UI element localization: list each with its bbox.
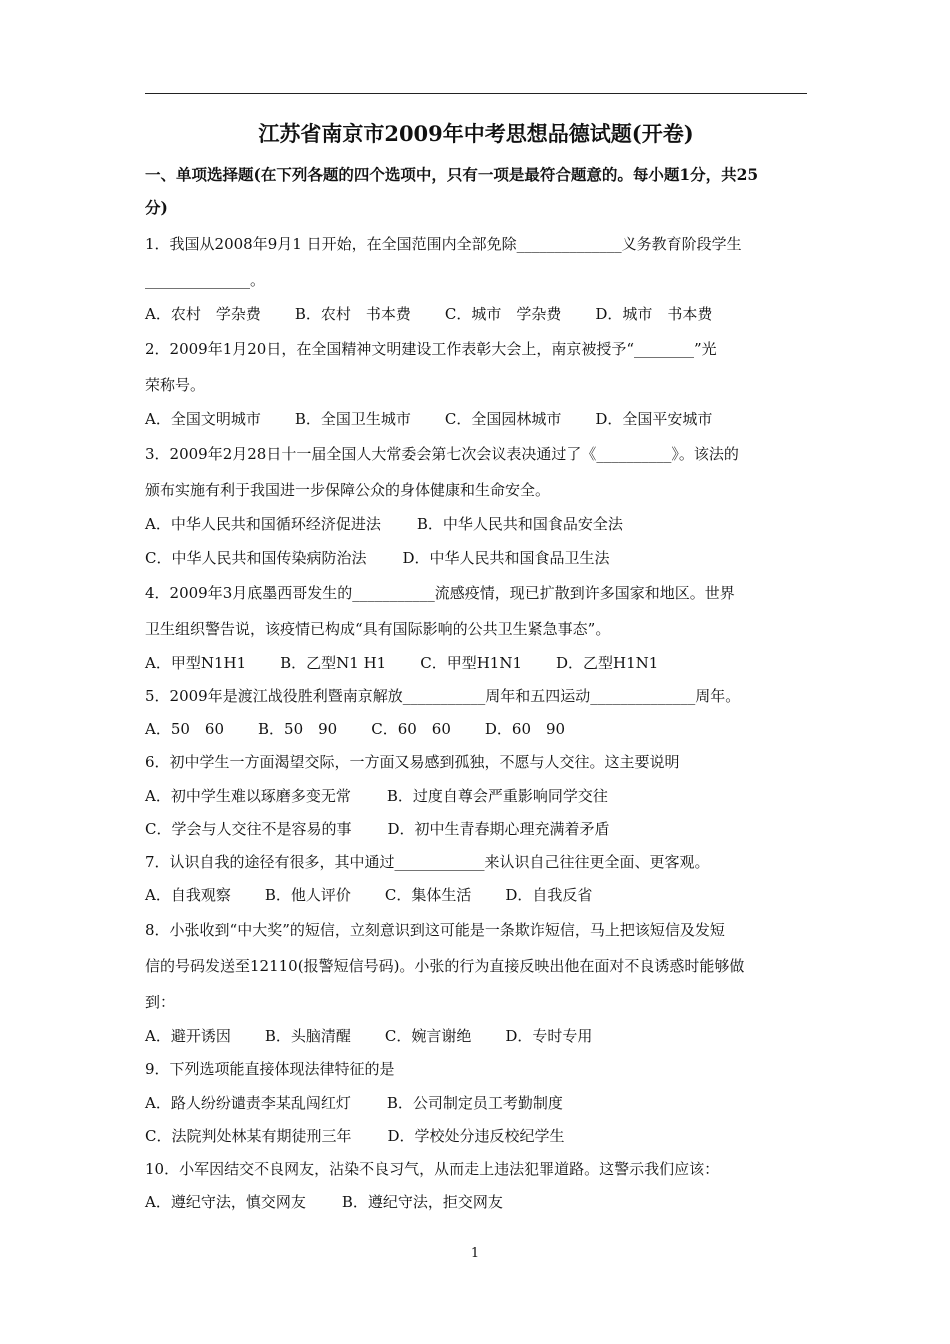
- question-block: [145, 746, 807, 846]
- question-block: [145, 436, 807, 574]
- answer-option[interactable]: D．学校处分违反校纪学生: [387, 1126, 565, 1145]
- options-row: [145, 1087, 807, 1120]
- answer-option[interactable]: B．过度自尊会严重影响同学交往: [386, 786, 608, 805]
- question-stem-line: 4．2009年3月底墨西哥发生的___________流感疫情，现已扩散到许多国家和地区。世界: [145, 583, 735, 602]
- answer-option[interactable]: B．遵纪守法，拒交网友: [341, 1193, 503, 1212]
- question-stem-line: 荣称号。: [145, 376, 206, 395]
- options-row: [145, 508, 807, 541]
- question-block: [145, 575, 807, 680]
- options-row: [145, 879, 807, 912]
- page-number: 1: [470, 1246, 480, 1261]
- question-block: [145, 846, 807, 912]
- options-row: [145, 713, 807, 746]
- answer-option[interactable]: B．乙型N1 H1: [280, 653, 387, 672]
- question-stem-line: 2．2009年1月20日，在全国精神文明建设工作表彰大会上，南京被授予“________”光: [145, 340, 717, 359]
- exam-title: 江苏省南京市2009年中考思想品德试题(开卷): [258, 121, 694, 146]
- answer-option[interactable]: A．避开诱因: [145, 1027, 231, 1046]
- options-row: [145, 1020, 807, 1053]
- answer-option[interactable]: B．公司制定员工考勤制度: [386, 1093, 563, 1112]
- answer-option[interactable]: D．自我反省: [505, 886, 593, 905]
- answer-option[interactable]: B．头脑清醒: [264, 1027, 351, 1046]
- options-row: [145, 813, 807, 846]
- header-rule: [145, 93, 807, 94]
- question-block: [145, 912, 807, 1053]
- options-row: [145, 1186, 807, 1219]
- answer-option[interactable]: C．甲型H1N1: [420, 653, 523, 672]
- question-stem-line: 1．我国从2008年9月1 日开始，在全国范围内全部免除______________义务教育阶段学生: [145, 235, 742, 253]
- answer-option[interactable]: B．农村 书本费: [294, 305, 411, 323]
- question-stem-line: 3．2009年2月28日十一届全国人大常委会第七次会议表决通过了《__________》。该法的: [145, 445, 739, 464]
- answer-option[interactable]: B．他人评价: [264, 886, 351, 905]
- options-row: [145, 647, 807, 680]
- answer-option[interactable]: B．全国卫生城市: [294, 410, 411, 429]
- options-row: [145, 542, 807, 575]
- options-row: [145, 298, 807, 331]
- question-stem-line: 7．认识自我的途径有很多，其中通过____________来认识自己往往更全面、更客观。: [145, 852, 710, 871]
- answer-option[interactable]: B．50 90: [258, 720, 338, 739]
- question-list: [145, 226, 807, 1219]
- answer-option[interactable]: A．50 60: [145, 720, 225, 739]
- answer-option[interactable]: A．遵纪守法，慎交网友: [145, 1193, 306, 1212]
- question-stem-line: 卫生组织警告说，该疫情已构成“具有国际影响的公共卫生紧急事态”。: [145, 619, 611, 638]
- answer-option[interactable]: D．中华人民共和国食品卫生法: [402, 548, 610, 567]
- answer-option[interactable]: D．60 90: [484, 720, 566, 739]
- answer-option[interactable]: D．初中生青春期心理充满着矛盾: [387, 819, 610, 838]
- answer-option[interactable]: C．中华人民共和国传染病防治法: [145, 548, 367, 567]
- answer-option[interactable]: B．中华人民共和国食品安全法: [416, 515, 623, 534]
- answer-option[interactable]: C．婉言谢绝: [384, 1027, 472, 1046]
- answer-option[interactable]: D．城市 书本费: [595, 305, 713, 323]
- answer-option[interactable]: C．60 60: [371, 720, 451, 739]
- answer-option[interactable]: D．乙型H1N1: [556, 653, 659, 672]
- question-block: [145, 226, 807, 331]
- question-stem-line: 8．小张收到“中大奖”的短信，立刻意识到这可能是一条欺诈短信，马上把该短信及发短: [145, 921, 725, 940]
- answer-option[interactable]: D．专时专用: [505, 1027, 593, 1046]
- question-stem-line: 到：: [145, 993, 176, 1012]
- answer-option[interactable]: C．集体生活: [384, 886, 472, 905]
- answer-option[interactable]: C．全国园林城市: [444, 410, 562, 429]
- question-block: [145, 680, 807, 746]
- answer-option[interactable]: C．法院判处林某有期徒刑三年: [145, 1126, 352, 1145]
- answer-option[interactable]: A．全国文明城市: [145, 410, 261, 429]
- section-heading: [145, 158, 807, 224]
- section-heading-line: 分): [145, 198, 168, 217]
- answer-option[interactable]: A．中华人民共和国循环经济促进法: [145, 515, 381, 534]
- answer-option[interactable]: D．全国平安城市: [595, 410, 713, 429]
- section-heading-line: 一、单项选择题(在下列各题的四个选项中，只有一项是最符合题意的。每小题1分，共25: [145, 165, 759, 184]
- question-block: [145, 1153, 807, 1219]
- question-stem-line: ______________。: [145, 271, 266, 289]
- question-stem-line: 信的号码发送至12110(报警短信号码)。小张的行为直接反映出他在面对不良诱惑时能够做: [145, 957, 745, 976]
- options-row: [145, 403, 807, 436]
- answer-option[interactable]: A．自我观察: [145, 886, 231, 905]
- options-row: [145, 780, 807, 813]
- options-row: [145, 1120, 807, 1153]
- question-block: [145, 1053, 807, 1153]
- answer-option[interactable]: A．甲型N1H1: [145, 653, 247, 672]
- question-block: [145, 331, 807, 436]
- answer-option[interactable]: C．学会与人交往不是容易的事: [145, 819, 352, 838]
- answer-option[interactable]: A．路人纷纷谴责李某乱闯红灯: [145, 1093, 351, 1112]
- question-stem-line: 10．小军因结交不良网友，沾染不良习气，从而走上违法犯罪道路。这警示我们应该：: [145, 1160, 720, 1178]
- answer-option[interactable]: A．农村 学杂费: [145, 305, 261, 323]
- answer-option[interactable]: A．初中学生难以琢磨多变无常: [145, 786, 351, 805]
- question-stem-line: 颁布实施有利于我国进一步保障公众的身体健康和生命安全。: [145, 481, 551, 500]
- question-stem-line: 5．2009年是渡江战役胜利暨南京解放___________周年和五四运动______________周年。: [145, 686, 741, 705]
- question-stem-line: 6．初中学生一方面渴望交际，一方面又易感到孤独，不愿与人交往。这主要说明: [145, 753, 680, 772]
- question-stem-line: 9．下列选项能直接体现法律特征的是: [145, 1060, 395, 1079]
- answer-option[interactable]: C．城市 学杂费: [444, 305, 562, 323]
